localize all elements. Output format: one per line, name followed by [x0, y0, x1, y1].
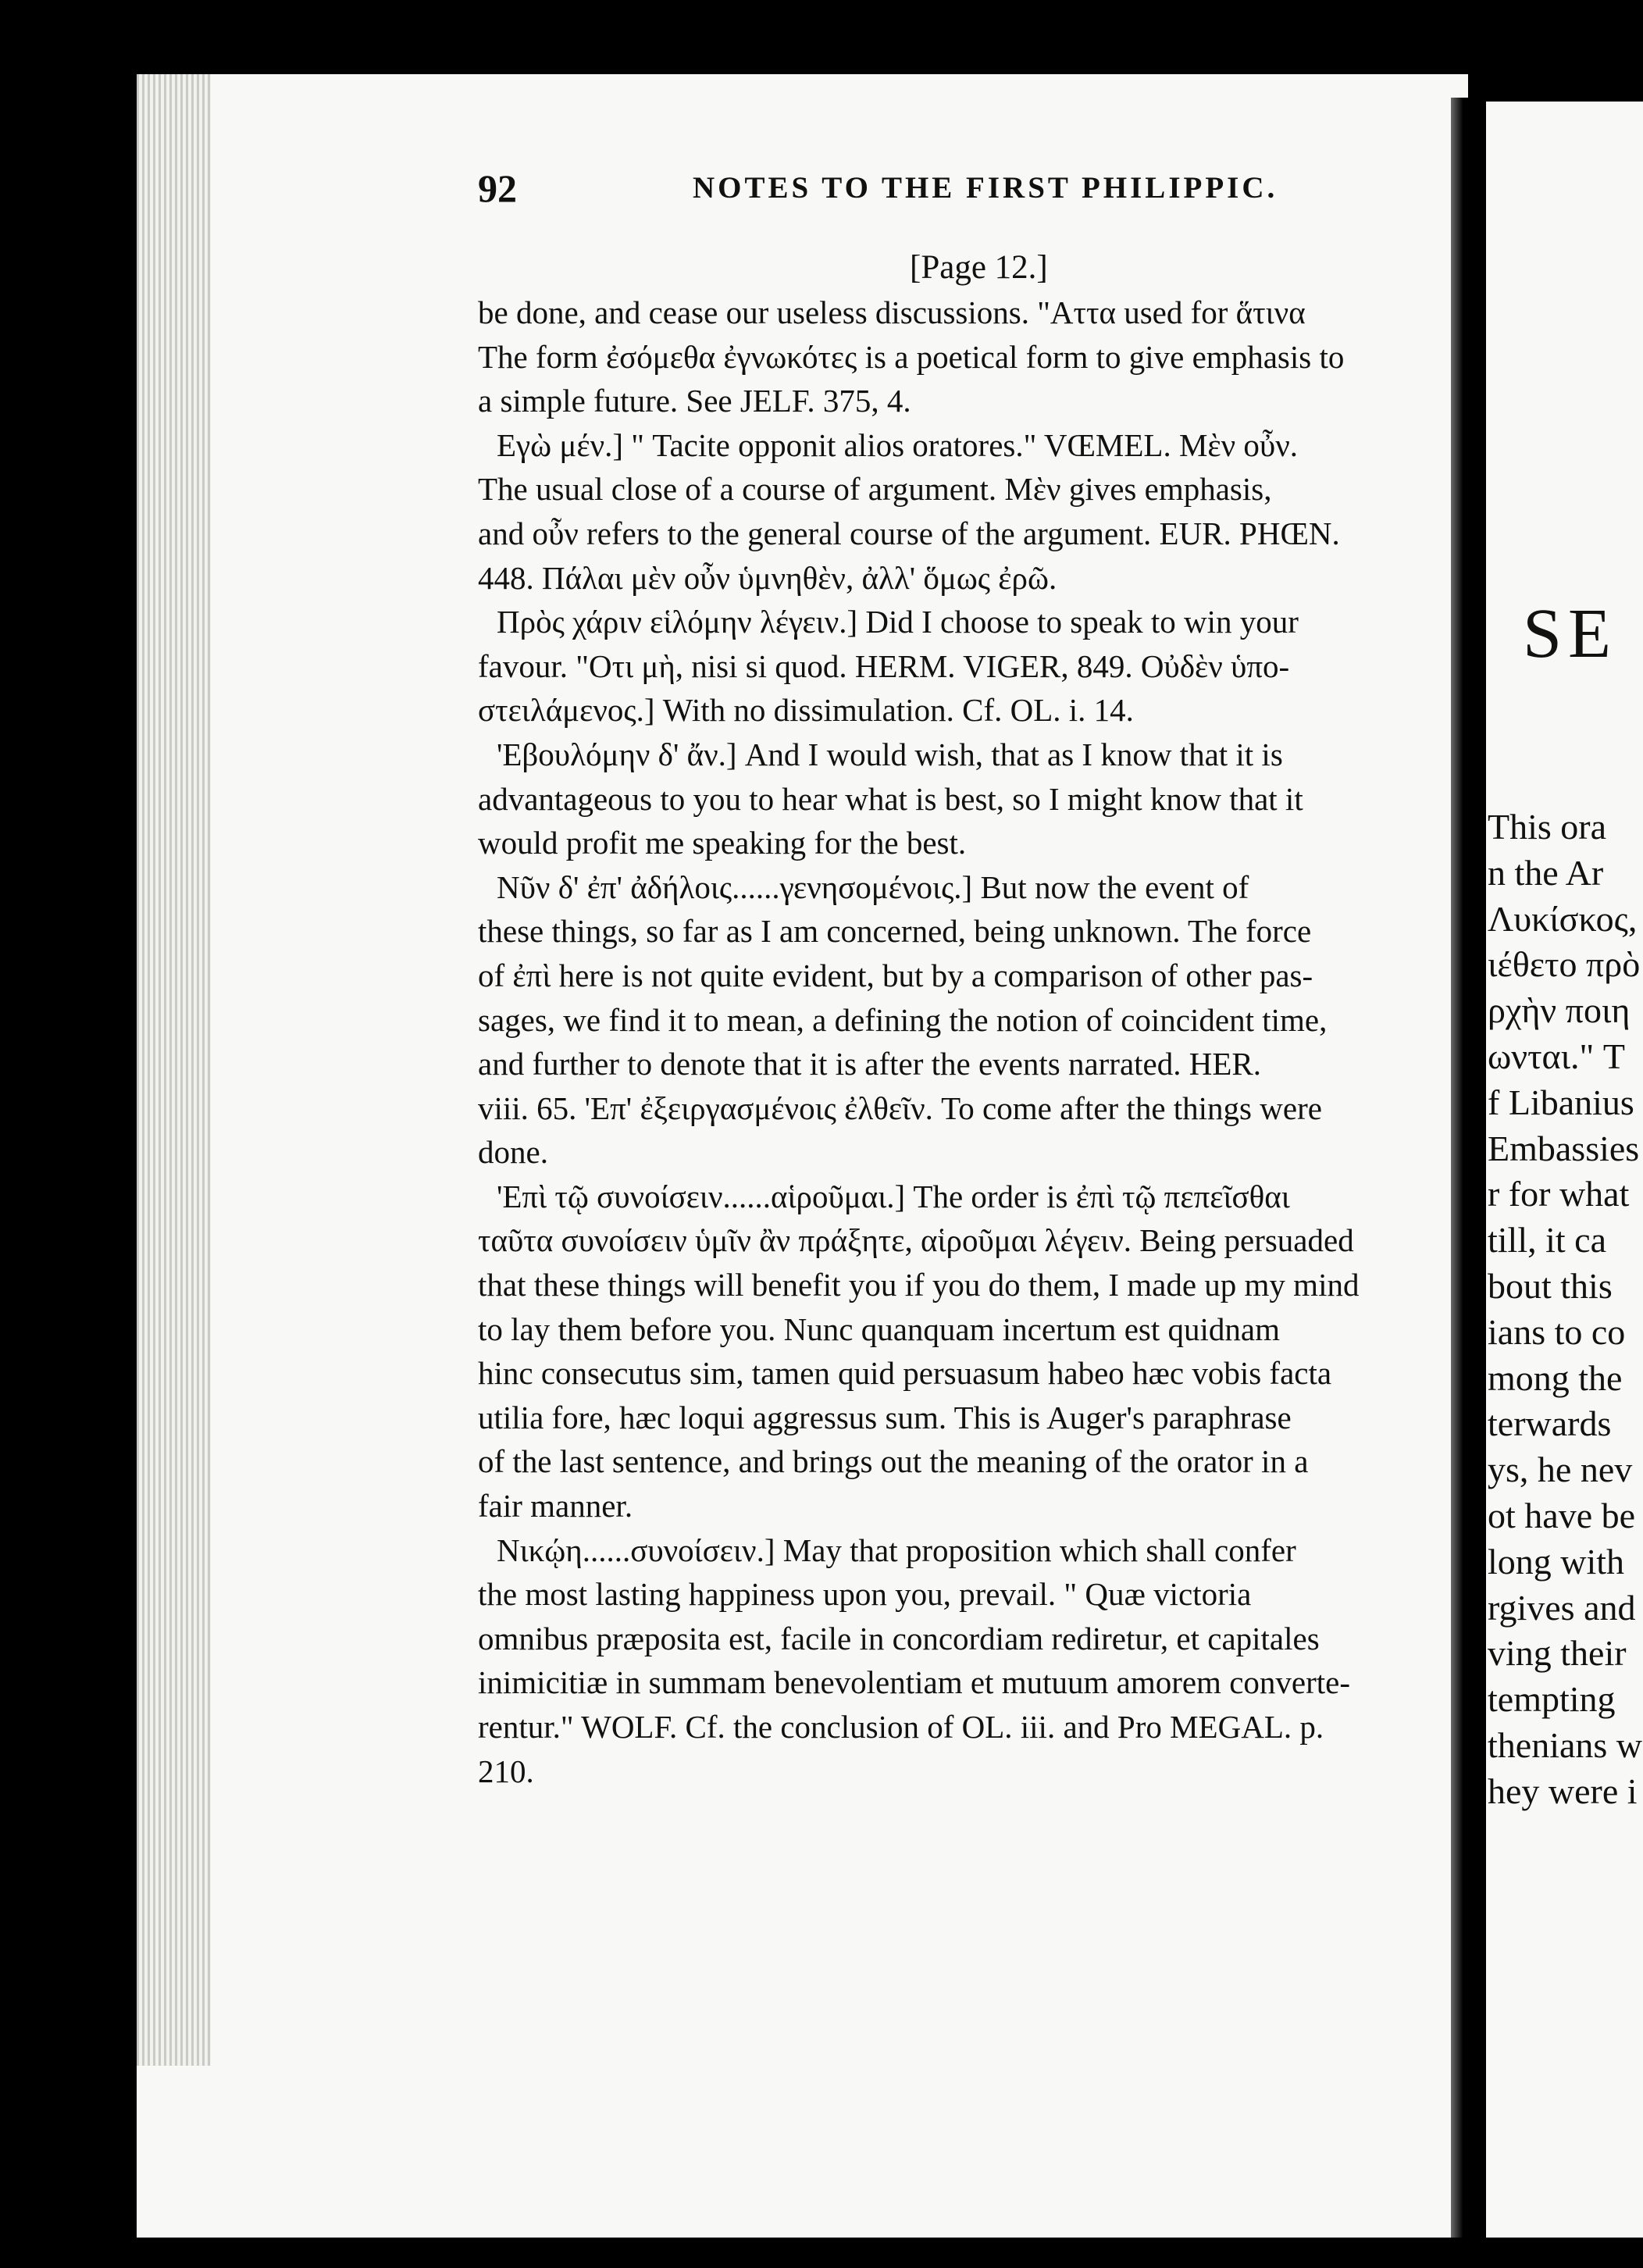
right-text-line: Λυκίσκος, — [1488, 898, 1638, 939]
text-line: favour. "Οτι μὴ, nisi si quod. HERM. VIGER, 849. Οὐδὲν ὑπο- — [478, 647, 1290, 684]
text-line: omnibus præposita est, facile in concordiam rediretur, et capitales — [478, 1620, 1320, 1656]
text-line: fair manner. — [478, 1488, 633, 1524]
right-text-line: Embassies — [1488, 1128, 1640, 1168]
text-line: be done, and cease our useless discussions. "Αττα used for ἅτινα — [478, 294, 1306, 330]
page-reference: [Page 12.] — [910, 249, 1048, 286]
text-line: these things, so far as I am concerned, being unknown. The force — [478, 913, 1312, 950]
right-page-heading: SE — [1523, 595, 1618, 672]
text-line: viii. 65. 'Επ' ἐξειργασμένοις ἐλθεῖν. To come after the things were — [478, 1089, 1322, 1126]
right-text-line: ys, he nev — [1488, 1450, 1633, 1490]
right-text-line: r for what — [1488, 1174, 1630, 1214]
right-text-line: This ora — [1488, 807, 1607, 847]
right-text-line: hey were i — [1488, 1771, 1638, 1811]
text-line: 'Επὶ τῷ συνοίσειν......αἱροῦμαι.] The order is ἐπὶ τῷ πεπεῖσθαι — [497, 1178, 1290, 1214]
text-line: of the last sentence, and brings out the meaning of the orator in a — [478, 1443, 1309, 1480]
text-line: inimicitiæ in summam benevolentiam et mutuum amorem converte- — [478, 1664, 1350, 1701]
right-text-line: thenians w — [1488, 1724, 1643, 1765]
text-line: hinc consecutus sim, tamen quid persuasum habeo hæc vobis facta — [478, 1355, 1332, 1392]
text-line: 448. Πάλαι μὲν οὖν ὑμνηθὲν, ἀλλ' ὅμως ἐρῶ. — [478, 559, 1057, 596]
book-gutter — [1451, 98, 1486, 2238]
right-text-line: terwards — [1488, 1403, 1612, 1444]
text-line: the most lasting happiness upon you, prevail. " Quæ victoria — [478, 1576, 1252, 1613]
page-header — [478, 166, 1392, 212]
right-text-line: rgives and — [1488, 1587, 1636, 1628]
text-line: a simple future. See JELF. 375, 4. — [478, 383, 911, 419]
text-line: Νῦν δ' ἐπ' ἀδήλοις......γενησομένοις.] But now the event of — [497, 868, 1249, 905]
text-line: to lay them before you. Nunc quanquam incertum est quidnam — [478, 1311, 1281, 1347]
right-text-line: ιέθετο πρὸ — [1488, 944, 1641, 985]
right-text-line: ving their — [1488, 1633, 1627, 1674]
text-line: utilia fore, hæc loqui aggressus sum. This is Auger's paraphrase — [478, 1399, 1292, 1435]
notes-body — [478, 291, 1454, 1845]
text-line: The usual close of a course of argument. Μὲν gives emphasis, — [478, 471, 1272, 508]
right-page-body — [1488, 804, 1643, 1976]
text-line: sages, we find it to mean, a defining the notion of coincident time, — [478, 1001, 1328, 1038]
text-line: done. — [478, 1134, 548, 1171]
right-text-line: ot have be — [1488, 1495, 1636, 1535]
text-line: and further to denote that it is after the events narrated. HER. — [478, 1046, 1261, 1082]
text-line: 210. — [478, 1753, 534, 1789]
right-text-line: bout this — [1488, 1265, 1613, 1306]
text-line: that these things will benefit you if you do them, I made up my mind — [478, 1267, 1360, 1303]
right-text-line: till, it ca — [1488, 1220, 1607, 1261]
text-line: 'Εβουλόμην δ' ἄν.] And I would wish, that as I know that it is — [497, 736, 1283, 772]
text-line: Εγὼ μέν.] " Tacite opponit alios oratores." VŒMEL. Μὲν οὖν. — [497, 426, 1299, 463]
text-line: The form ἐσόμεθα ἐγνωκότες is a poetical form to give emphasis to — [478, 338, 1345, 375]
page-number: 92 — [478, 166, 517, 210]
right-text-line: long with — [1488, 1541, 1625, 1582]
right-text-line: tempting — [1488, 1679, 1616, 1720]
text-line: would profit me speaking for the best. — [478, 825, 967, 861]
text-line: of ἐπὶ here is not quite evident, but by a comparison of other pas- — [478, 957, 1313, 993]
right-text-line: mong the — [1488, 1357, 1623, 1398]
text-line: and οὖν refers to the general course of the argument. EUR. PHŒN. — [478, 515, 1340, 551]
text-line: Νικῴη......συνοίσειν.] May that proposition which shall confer — [497, 1532, 1296, 1568]
text-line: advantageous to you to hear what is best, so I might know that it — [478, 780, 1303, 817]
text-line: Πρὸς χάριν εἱλόμην λέγειν.] Did I choose to speak to win your — [497, 604, 1299, 640]
text-line: ταῦτα συνοίσειν ὑμῖν ἂν πράξητε, αἱροῦμαι λέγειν. Being persuaded — [478, 1222, 1354, 1259]
right-text-line: ians to co — [1488, 1311, 1626, 1352]
running-head: NOTES TO THE FIRST PHILIPPIC. — [693, 171, 1278, 205]
text-line: στειλάμενος.] With no dissimulation. Cf. OL. i. 14. — [478, 692, 1134, 729]
right-text-line: ωνται." T — [1488, 1036, 1625, 1076]
right-text-line: f Libanius — [1488, 1082, 1634, 1122]
right-text-line: ρχὴν ποιη — [1488, 990, 1631, 1031]
right-text-line: n the Ar — [1488, 852, 1604, 893]
text-line: rentur." WOLF. Cf. the conclusion of OL. iii. and Pro MEGAL. p. — [478, 1709, 1324, 1745]
page-edges — [137, 74, 211, 2066]
